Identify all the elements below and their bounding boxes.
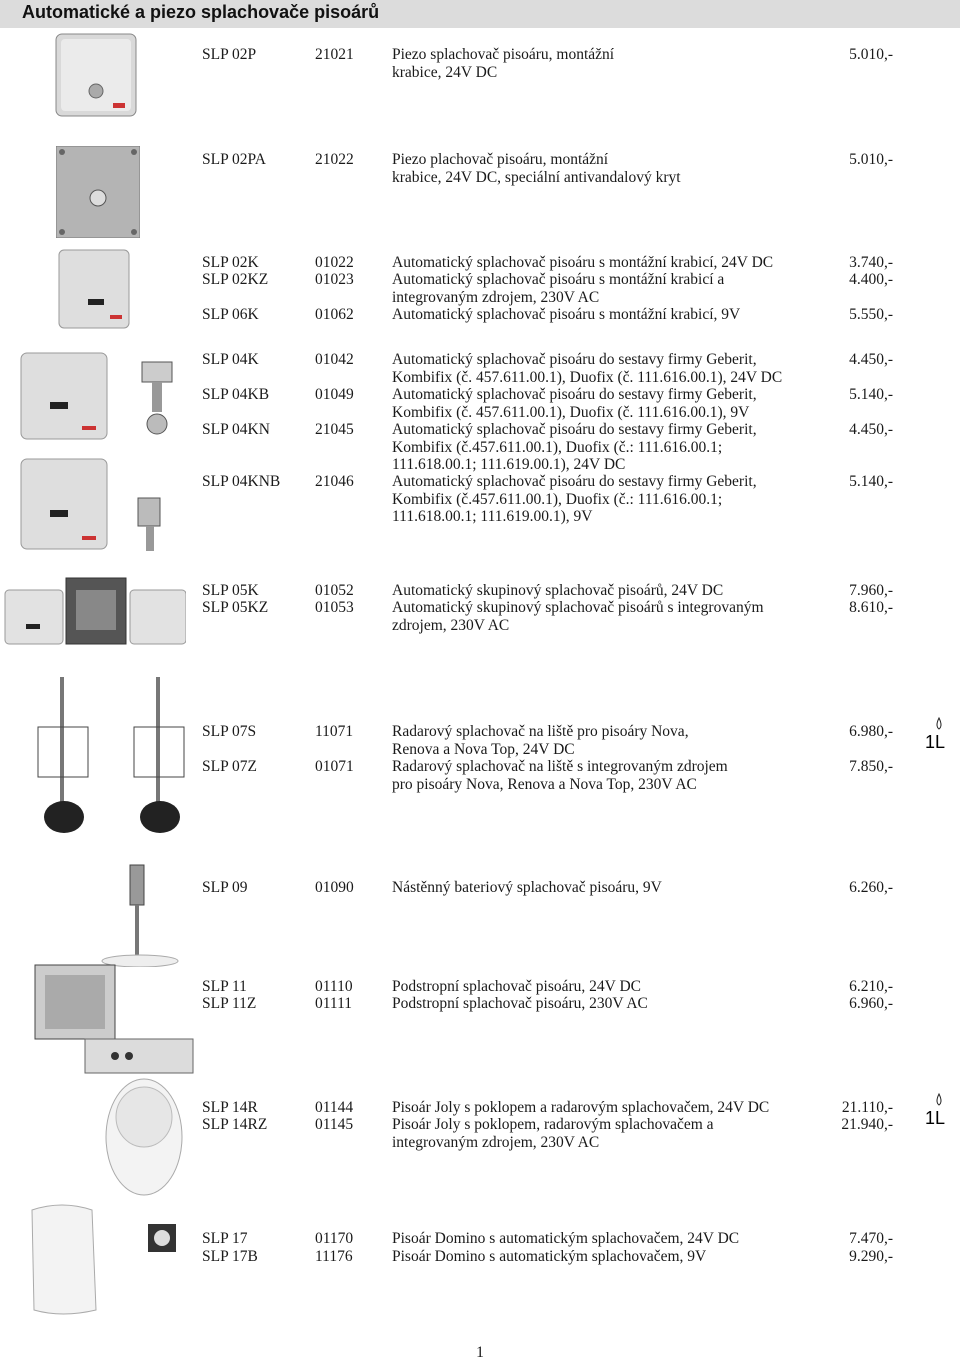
product-price: 6.980,- bbox=[849, 723, 893, 740]
description-line: Automatický skupinový splachovač pisoárů s integrovaným bbox=[392, 599, 764, 616]
product-description bbox=[392, 723, 832, 758]
description-line: Automatický splachovač pisoáru s montážní krabicí a bbox=[392, 271, 725, 288]
description-line: Kombifix (č.457.611.00.1), Duofix (č.: 111.616.00.1; bbox=[392, 490, 723, 508]
product-description bbox=[392, 46, 832, 81]
product-price: 5.010,- bbox=[849, 151, 893, 168]
description-line: Automatický splachovač pisoáru s montážní krabicí, 24V DC bbox=[392, 254, 774, 271]
product-price: 7.470,- bbox=[849, 1230, 893, 1247]
geberit-set-image-2 bbox=[20, 458, 185, 553]
antivandal-plate-image bbox=[56, 146, 140, 238]
product-price: 21.110,- bbox=[841, 1099, 893, 1116]
product-number: 01022 bbox=[315, 254, 354, 271]
product-price: 8.610,- bbox=[849, 599, 893, 616]
radar-rail-image bbox=[18, 667, 193, 837]
product-number: 01062 bbox=[315, 306, 354, 323]
product-description bbox=[392, 271, 832, 306]
product-code: SLP 04KN bbox=[202, 421, 270, 438]
product-description bbox=[392, 978, 832, 996]
product-description bbox=[392, 1099, 832, 1117]
description-line: Nástěnný bateriový splachovač pisoáru, 9V bbox=[392, 879, 662, 896]
product-number: 01111 bbox=[315, 995, 353, 1012]
product-code: SLP 09 bbox=[202, 879, 248, 896]
description-line: Radarový splachovač na liště pro pisoáry Nova, bbox=[392, 723, 689, 740]
joly-urinal-image bbox=[104, 1077, 184, 1199]
product-code: SLP 05KZ bbox=[202, 599, 269, 616]
product-number: 01042 bbox=[315, 351, 354, 368]
description-line: Podstropní splachovač pisoáru, 24V DC bbox=[392, 978, 641, 995]
product-price: 5.550,- bbox=[849, 306, 893, 323]
product-number: 21046 bbox=[315, 473, 354, 490]
description-line: integrovaným zdrojem, 230V AC bbox=[392, 288, 600, 306]
description-line: krabice, 24V DC, speciální antivandalový kryt bbox=[392, 168, 681, 186]
product-description bbox=[392, 351, 832, 386]
description-line: Automatický splachovač pisoáru do sestavy firmy Geberit, bbox=[392, 386, 757, 403]
product-price: 4.450,- bbox=[849, 421, 893, 438]
product-price: 6.960,- bbox=[849, 995, 893, 1012]
product-code: SLP 02P bbox=[202, 46, 257, 63]
product-code: SLP 14RZ bbox=[202, 1116, 268, 1133]
product-description bbox=[392, 1230, 832, 1248]
badge-label: 1L bbox=[925, 1108, 946, 1128]
product-price: 4.450,- bbox=[849, 351, 893, 368]
product-description bbox=[392, 306, 832, 324]
product-number: 01053 bbox=[315, 599, 354, 616]
product-code: SLP 07S bbox=[202, 723, 257, 740]
product-description bbox=[392, 386, 832, 421]
description-line: Automatický splachovač pisoáru do sestavy firmy Geberit, bbox=[392, 473, 757, 490]
product-price: 5.140,- bbox=[849, 386, 893, 403]
product-price: 4.400,- bbox=[849, 271, 893, 288]
description-line: Podstropní splachovač pisoáru, 230V AC bbox=[392, 995, 648, 1012]
description-line: Renova a Nova Top, 24V DC bbox=[392, 740, 575, 758]
description-line: 111.618.00.1; 111.619.00.1), 9V bbox=[392, 508, 593, 525]
product-description bbox=[392, 1248, 832, 1266]
page-title: Automatické a piezo splachovače pisoárů bbox=[22, 2, 380, 22]
product-number: 01170 bbox=[315, 1230, 354, 1247]
product-price: 3.740,- bbox=[849, 254, 893, 271]
description-line: Pisoár Joly s poklopem a radarovým splachovačem, 24V DC bbox=[392, 1099, 770, 1116]
badge-label: 1L bbox=[925, 732, 946, 752]
description-line: Pisoár Domino s automatickým splachovačem, 24V DC bbox=[392, 1230, 740, 1247]
description-line: integrovaným zdrojem, 230V AC bbox=[392, 1133, 600, 1151]
product-description bbox=[392, 151, 832, 186]
product-price: 7.850,- bbox=[849, 758, 893, 775]
product-price: 6.210,- bbox=[849, 978, 893, 995]
section-header bbox=[0, 0, 960, 28]
product-description bbox=[392, 758, 832, 793]
product-number: 21045 bbox=[315, 421, 354, 438]
product-description bbox=[392, 421, 832, 474]
water-drop-1l-badge-2 bbox=[922, 1092, 956, 1128]
product-description bbox=[392, 995, 832, 1013]
description-line: 111.618.00.1; 111.619.00.1), 24V DC bbox=[392, 456, 626, 473]
product-code: SLP 04KNB bbox=[202, 473, 281, 490]
product-number: 01023 bbox=[315, 271, 354, 288]
product-number: 11176 bbox=[315, 1248, 353, 1265]
sensor-plate-image bbox=[58, 249, 130, 329]
description-line: Pisoár Joly s poklopem, radarovým splachovačem a bbox=[392, 1116, 714, 1133]
ceiling-flush-image bbox=[25, 961, 195, 1076]
description-line: Automatický skupinový splachovač pisoárů, 24V DC bbox=[392, 582, 724, 599]
product-code: SLP 17 bbox=[202, 1230, 248, 1247]
battery-flush-image bbox=[100, 857, 180, 967]
product-code: SLP 02PA bbox=[202, 151, 266, 168]
description-line: zdrojem, 230V AC bbox=[392, 616, 510, 634]
product-number: 01049 bbox=[315, 386, 354, 403]
product-price: 5.140,- bbox=[849, 473, 893, 490]
product-number: 01145 bbox=[315, 1116, 354, 1133]
piezo-plate-image bbox=[55, 33, 137, 117]
product-code: SLP 05K bbox=[202, 582, 259, 599]
description-line: Radarový splachovač na liště s integrovaným zdrojem bbox=[392, 758, 728, 775]
product-number: 11071 bbox=[315, 723, 354, 740]
product-description bbox=[392, 582, 832, 600]
geberit-set-image-1 bbox=[20, 352, 185, 442]
domino-urinal-image bbox=[22, 1200, 182, 1320]
product-code: SLP 07Z bbox=[202, 758, 257, 775]
description-line: Pisoár Domino s automatickým splachovačem, 9V bbox=[392, 1248, 707, 1265]
page-number: 1 bbox=[476, 1344, 484, 1361]
group-flush-image bbox=[4, 576, 186, 646]
product-description bbox=[392, 599, 832, 634]
product-number: 01071 bbox=[315, 758, 354, 775]
water-drop-1l-badge-1 bbox=[922, 716, 956, 752]
product-code: SLP 11Z bbox=[202, 995, 257, 1012]
product-description bbox=[392, 473, 832, 526]
product-code: SLP 02KZ bbox=[202, 271, 269, 288]
description-line: Piezo plachovač pisoáru, montážní bbox=[392, 151, 609, 168]
product-code: SLP 17B bbox=[202, 1248, 258, 1265]
product-number: 01090 bbox=[315, 879, 354, 896]
product-description bbox=[392, 254, 832, 272]
product-price: 9.290,- bbox=[849, 1248, 893, 1265]
description-line: pro pisoáry Nova, Renova a Nova Top, 230V AC bbox=[392, 775, 697, 793]
product-code: SLP 11 bbox=[202, 978, 247, 995]
description-line: Automatický splachovač pisoáru s montážní krabicí, 9V bbox=[392, 306, 741, 323]
product-price: 6.260,- bbox=[849, 879, 893, 896]
description-line: Kombifix (č. 457.611.00.1), Duofix (č. 111.616.00.1), 24V DC bbox=[392, 368, 783, 386]
product-code: SLP 06K bbox=[202, 306, 259, 323]
product-description bbox=[392, 879, 832, 897]
description-line: Piezo splachovač pisoáru, montážní bbox=[392, 46, 615, 63]
description-line: Automatický splachovač pisoáru do sestavy firmy Geberit, bbox=[392, 421, 757, 438]
product-code: SLP 04KB bbox=[202, 386, 270, 403]
description-line: Kombifix (č.457.611.00.1), Duofix (č.: 111.616.00.1; bbox=[392, 438, 723, 456]
description-line: krabice, 24V DC bbox=[392, 63, 498, 81]
product-code: SLP 14R bbox=[202, 1099, 258, 1116]
description-line: Kombifix (č. 457.611.00.1), Duofix (č. 111.616.00.1), 9V bbox=[392, 403, 750, 421]
product-number: 01052 bbox=[315, 582, 354, 599]
product-price: 7.960,- bbox=[849, 582, 893, 599]
product-code: SLP 04K bbox=[202, 351, 259, 368]
product-number: 01110 bbox=[315, 978, 353, 995]
description-line: Automatický splachovač pisoáru do sestavy firmy Geberit, bbox=[392, 351, 757, 368]
product-number: 01144 bbox=[315, 1099, 354, 1116]
product-number: 21022 bbox=[315, 151, 354, 168]
product-number: 21021 bbox=[315, 46, 354, 63]
product-price: 21.940,- bbox=[841, 1116, 893, 1133]
product-price: 5.010,- bbox=[849, 46, 893, 63]
product-code: SLP 02K bbox=[202, 254, 259, 271]
product-description bbox=[392, 1116, 832, 1151]
